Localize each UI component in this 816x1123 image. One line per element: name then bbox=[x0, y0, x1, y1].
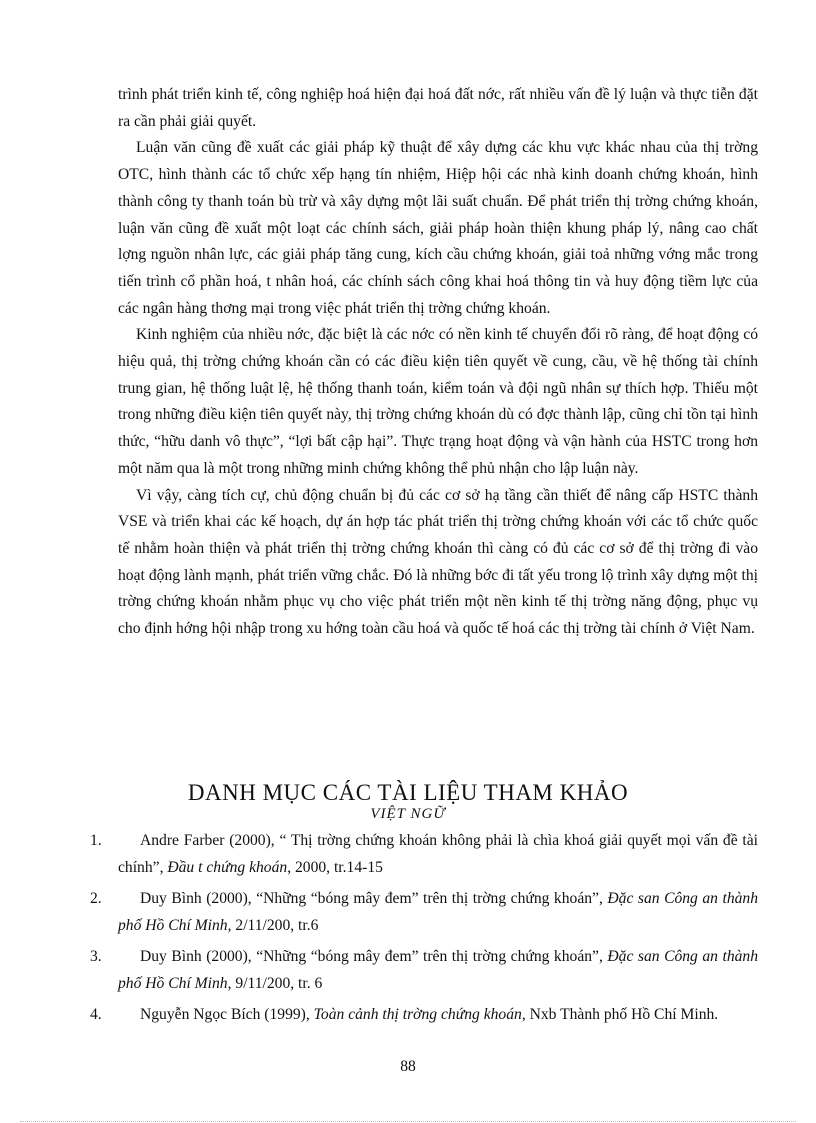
reference-item bbox=[90, 944, 758, 997]
page-number: 88 bbox=[400, 1058, 416, 1075]
reference-details: , Nxb Thành phố Hồ Chí Minh. bbox=[521, 1006, 719, 1023]
reference-item bbox=[90, 886, 758, 939]
paragraph-conclusion: Vì vậy, càng tích cự, chủ động chuẩn bị đủ các cơ sở hạ tầng cần thiết để nâng cấp HSTC thành VSE và triển khai các kế hoạch, dự án hợp tác phát triển thị trờng chứng khoán với các tổ chức quốc tế nhằm hoàn thiện và phát triển thị trờng chứng khoán thì càng có đủ các cơ sở để thị trờng đi vào hoạt động lành mạnh, phát triển vững chắc. Đó là những bớc đi tất yếu trong lộ trình xây dựng một thị trờng chứng khoán nhằm phục vụ cho việc phát triển một nền kinh tế thị trờng năng động, phục vụ cho định hớng hội nhập trong xu hớng toàn cầu hoá và quốc tế hoá các thị trờng tài chính ở Việt Nam. bbox=[118, 486, 758, 638]
reference-number: 1. bbox=[90, 832, 102, 849]
reference-text bbox=[118, 944, 758, 997]
reference-citation: Duy Bình (2000), “Những “bóng mây đem” trên thị trờng chứng khoán”, bbox=[140, 890, 608, 907]
paragraph-experience: Kinh nghiệm của nhiều nớc, đặc biệt là các nớc có nền kinh tế chuyển đổi rõ ràng, để hoạt động có hiệu quả, thị trờng chứng khoán cần có các điều kiện tiên quyết về cung, cầu, về hệ thống tài chính trung gian, hệ thống luật lệ, hệ thống thanh toán, kiểm toán và đội ngũ nhân sự thích hợp. Thiếu một trong những điều kiện tiên quyết này, thị trờng chứng khoán dù có đợc thành lập, cũng chỉ tồn tại hình thức, “hữu danh vô thực”, “lợi bất cập hại”. Thực trạng hoạt động và vận hành của HSTC trong hơn một năm qua là một trong những minh chứng không thể phủ nhận cho lập luận này. bbox=[118, 326, 758, 477]
reference-text bbox=[118, 828, 758, 881]
reference-item bbox=[90, 1002, 758, 1029]
reference-text bbox=[118, 886, 758, 939]
references-subheading: VIỆT NGỮ bbox=[370, 806, 446, 822]
reference-number: 4. bbox=[90, 1006, 102, 1023]
paragraph-continuation: trình phát triển kinh tế, công nghiệp hoá hiện đại hoá đất nớc, rất nhiều vấn đề lý luận và thực tiễn đặt ra cần phải giải quyết. bbox=[118, 86, 758, 130]
reference-number: 2. bbox=[90, 890, 102, 907]
reference-source: Đầu t chứng khoán bbox=[167, 858, 288, 876]
reference-number: 3. bbox=[90, 948, 102, 965]
reference-list bbox=[90, 828, 758, 1034]
reference-source: Đặc san Công an thành phố Hồ Chí Minh bbox=[118, 890, 759, 934]
paragraph-proposals: Luận văn cũng đề xuất các giải pháp kỹ thuật để xây dựng các khu vực khác nhau của thị trờng OTC, hình thành các tổ chức xếp hạng tín nhiệm, Hiệp hội các nhà kinh doanh chứng khoán, hình thành công ty thanh toán bù trừ và xây dựng một lãi suất chuẩn. Để phát triển thị trờng chứng khoán, luận văn cũng đề xuất một loạt các chính sách, giải pháp hoàn thiện khung pháp lý, nâng cao chất lợng nguồn nhân lực, các giải pháp tăng cung, kích cầu chứng khoán, giải toả những vớng mắc trong tiến trình cổ phần hoá, t nhân hoá, các chính sách công khai hoá thông tin và huy động tiềm lực của các ngân hàng thơng mại trong việc phát triển thị trờng chứng khoán. bbox=[118, 139, 758, 317]
reference-citation: Nguyễn Ngọc Bích (1999), bbox=[140, 1006, 314, 1023]
reference-text bbox=[118, 1002, 758, 1029]
page-bottom-divider bbox=[20, 1121, 796, 1122]
reference-source: Toàn cảnh thị trờng chứng khoán bbox=[313, 1006, 522, 1023]
reference-item bbox=[90, 828, 758, 881]
references-heading: DANH MỤC CÁC TÀI LIỆU THAM KHẢO bbox=[187, 780, 629, 805]
reference-citation: Andre Farber (2000), “ Thị trờng chứng khoán không phải là chìa khoá giải quyết mọi vấn đề tài chính”, bbox=[118, 832, 758, 876]
body-text bbox=[118, 82, 758, 643]
reference-details: , 2000, tr.14-15 bbox=[287, 858, 383, 876]
reference-details: , 9/11/200, tr. 6 bbox=[227, 974, 323, 992]
reference-details: , 2/11/200, tr.6 bbox=[227, 916, 319, 934]
reference-citation: Duy Bình (2000), “Những “bóng mây đem” trên thị trờng chứng khoán”, bbox=[140, 948, 608, 965]
reference-source: Đặc san Công an thành phố Hồ Chí Minh bbox=[118, 948, 759, 992]
